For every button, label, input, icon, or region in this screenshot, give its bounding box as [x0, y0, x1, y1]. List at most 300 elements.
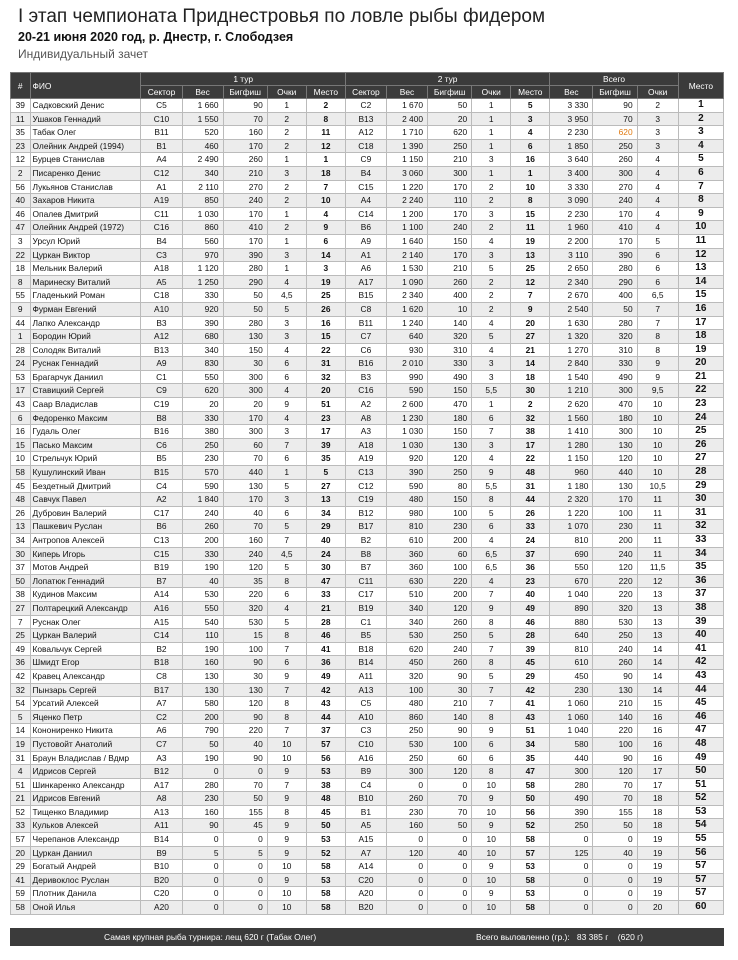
cell-r1-sector: A1: [141, 180, 182, 194]
cell-r1-weight: 460: [182, 139, 223, 153]
cell-name: Ушаков Геннадий: [30, 112, 141, 126]
page-header: [18, 6, 545, 63]
cell-r1-bigfish: 410: [223, 221, 267, 235]
cell-num: 2: [11, 166, 31, 180]
cell-name: Урсул Юрий: [30, 234, 141, 248]
cell-r2-bigfish: 180: [428, 411, 472, 425]
cell-r2-points: 1: [472, 139, 511, 153]
cell-r2-weight: 1 230: [386, 411, 427, 425]
cell-r1-points: 6: [267, 656, 306, 670]
cell-r2-bigfish: 210: [428, 262, 472, 276]
cell-r2-place: 17: [511, 438, 550, 452]
cell-name: Ставицкий Сергей: [30, 384, 141, 398]
cell-r1-bigfish: 70: [223, 452, 267, 466]
cell-r1-place: 2: [306, 99, 345, 113]
cell-r1-weight: 250: [182, 438, 223, 452]
header-round-place: Место: [511, 86, 550, 99]
cell-r1-sector: C20: [141, 887, 182, 901]
cell-r2-bigfish: 0: [428, 887, 472, 901]
cell-total-points: 13: [637, 588, 678, 602]
cell-r2-weight: 390: [386, 466, 427, 480]
cell-total-points: 18: [637, 819, 678, 833]
cell-num: 48: [11, 493, 31, 507]
cell-r2-sector: C18: [345, 139, 386, 153]
table-row: [11, 316, 724, 330]
cell-r1-points: 1: [267, 466, 306, 480]
cell-num: 27: [11, 601, 31, 615]
cell-total-bigfish: 240: [593, 194, 637, 208]
cell-r2-bigfish: 0: [428, 901, 472, 915]
cell-r1-bigfish: 0: [223, 887, 267, 901]
cell-r1-sector: A2: [141, 493, 182, 507]
cell-total-weight: 1 280: [550, 438, 593, 452]
cell-r1-sector: B5: [141, 452, 182, 466]
cell-r2-sector: B9: [345, 765, 386, 779]
cell-r2-weight: 2 600: [386, 398, 427, 412]
cell-total-points: 6: [637, 248, 678, 262]
cell-r2-weight: 1 710: [386, 126, 427, 140]
cell-r1-weight: 860: [182, 221, 223, 235]
cell-r2-bigfish: 100: [428, 561, 472, 575]
cell-r2-place: 40: [511, 588, 550, 602]
cell-final-place: 57: [678, 887, 723, 901]
cell-total-bigfish: 50: [593, 819, 637, 833]
table-row: [11, 710, 724, 724]
cell-r1-points: 5: [267, 520, 306, 534]
cell-r2-bigfish: 150: [428, 234, 472, 248]
cell-r1-points: 5: [267, 479, 306, 493]
cell-total-bigfish: 250: [593, 629, 637, 643]
cell-r2-bigfish: 150: [428, 425, 472, 439]
cell-r1-sector: A20: [141, 901, 182, 915]
biggest-fish-note: Самая крупная рыба турнира: лещ 620 г (Табак Олег): [104, 932, 317, 942]
cell-r2-bigfish: 0: [428, 778, 472, 792]
cell-total-bigfish: 490: [593, 370, 637, 384]
cell-total-points: 17: [637, 765, 678, 779]
header-bigfish: Бигфиш: [428, 86, 472, 99]
cell-r2-weight: 590: [386, 479, 427, 493]
cell-r2-place: 11: [511, 221, 550, 235]
cell-total-points: 3: [637, 139, 678, 153]
cell-r2-sector: B15: [345, 289, 386, 303]
cell-name: Цуркан Даниил: [30, 846, 141, 860]
cell-final-place: 22: [678, 384, 723, 398]
cell-r2-weight: 1 200: [386, 207, 427, 221]
cell-r1-points: 3: [267, 166, 306, 180]
cell-r2-weight: 1 640: [386, 234, 427, 248]
cell-r2-bigfish: 90: [428, 669, 472, 683]
cell-r2-bigfish: 50: [428, 99, 472, 113]
table-row: [11, 248, 724, 262]
cell-name: Браун Владислав / Вдмр: [30, 751, 141, 765]
cell-r1-weight: 200: [182, 710, 223, 724]
cell-total-weight: 1 040: [550, 724, 593, 738]
cell-r1-sector: A17: [141, 778, 182, 792]
cell-total-bigfish: 90: [593, 99, 637, 113]
cell-r2-points: 7: [472, 697, 511, 711]
cell-r2-weight: 1 530: [386, 262, 427, 276]
cell-r1-points: 2: [267, 194, 306, 208]
cell-num: 53: [11, 370, 31, 384]
cell-r2-bigfish: 30: [428, 683, 472, 697]
cell-r2-weight: 360: [386, 561, 427, 575]
cell-r1-place: 53: [306, 873, 345, 887]
total-catch-label: Всего выловленно (гр.):: [476, 932, 570, 942]
cell-total-weight: 1 210: [550, 384, 593, 398]
cell-r2-points: 4: [472, 234, 511, 248]
cell-num: 35: [11, 126, 31, 140]
table-row: [11, 642, 724, 656]
cell-total-points: 15: [637, 697, 678, 711]
cell-r2-place: 56: [511, 805, 550, 819]
cell-total-weight: 1 410: [550, 425, 593, 439]
cell-r1-bigfish: 300: [223, 370, 267, 384]
cell-total-weight: 1 850: [550, 139, 593, 153]
cell-r2-sector: C1: [345, 615, 386, 629]
cell-total-points: 6,5: [637, 289, 678, 303]
cell-total-weight: 670: [550, 574, 593, 588]
cell-r2-place: 52: [511, 819, 550, 833]
cell-total-points: 5: [637, 234, 678, 248]
cell-total-weight: 890: [550, 601, 593, 615]
cell-r2-place: 47: [511, 765, 550, 779]
cell-r2-sector: A7: [345, 846, 386, 860]
cell-total-weight: 3 330: [550, 180, 593, 194]
cell-name: Олейник Андрей (1994): [30, 139, 141, 153]
cell-r1-points: 6: [267, 357, 306, 371]
cell-r2-place: 51: [511, 724, 550, 738]
cell-total-points: 6: [637, 262, 678, 276]
cell-total-weight: 3 950: [550, 112, 593, 126]
cell-r2-place: 48: [511, 466, 550, 480]
cell-r1-bigfish: 130: [223, 479, 267, 493]
cell-r1-weight: 190: [182, 561, 223, 575]
cell-r1-bigfish: 20: [223, 398, 267, 412]
cell-r1-weight: 1 250: [182, 275, 223, 289]
cell-r2-place: 41: [511, 697, 550, 711]
cell-num: 31: [11, 751, 31, 765]
cell-r1-weight: 50: [182, 737, 223, 751]
cell-r1-sector: C2: [141, 710, 182, 724]
cell-r1-place: 42: [306, 683, 345, 697]
cell-r2-weight: 0: [386, 887, 427, 901]
cell-total-bigfish: 280: [593, 262, 637, 276]
cell-total-bigfish: 100: [593, 506, 637, 520]
cell-r2-weight: 3 060: [386, 166, 427, 180]
cell-total-points: 9: [637, 357, 678, 371]
cell-r2-weight: 2 010: [386, 357, 427, 371]
cell-name: Плотник Данила: [30, 887, 141, 901]
cell-r2-place: 58: [511, 873, 550, 887]
cell-r2-sector: C14: [345, 207, 386, 221]
cell-r1-sector: B3: [141, 316, 182, 330]
cell-r2-place: 26: [511, 506, 550, 520]
cell-r1-place: 44: [306, 710, 345, 724]
cell-r1-points: 6: [267, 588, 306, 602]
cell-r1-sector: B13: [141, 343, 182, 357]
cell-total-points: 10: [637, 398, 678, 412]
cell-r2-place: 58: [511, 833, 550, 847]
cell-r1-weight: 0: [182, 833, 223, 847]
table-row: [11, 656, 724, 670]
cell-total-bigfish: 260: [593, 153, 637, 167]
cell-total-bigfish: 170: [593, 493, 637, 507]
cell-r2-place: 19: [511, 234, 550, 248]
cell-r1-place: 47: [306, 574, 345, 588]
cell-r2-weight: 480: [386, 493, 427, 507]
cell-total-points: 14: [637, 656, 678, 670]
cell-r2-sector: A4: [345, 194, 386, 208]
cell-r2-bigfish: 170: [428, 180, 472, 194]
cell-r2-weight: 1 620: [386, 302, 427, 316]
cell-total-weight: 490: [550, 792, 593, 806]
cell-name: Дубровин Валерий: [30, 506, 141, 520]
cell-r2-points: 2: [472, 221, 511, 235]
cell-r2-sector: B8: [345, 547, 386, 561]
cell-r1-place: 6: [306, 234, 345, 248]
cell-total-weight: 2 670: [550, 289, 593, 303]
cell-r1-sector: B16: [141, 425, 182, 439]
cell-r1-sector: C3: [141, 248, 182, 262]
cell-name: Цуркан Валерий: [30, 629, 141, 643]
cell-total-bigfish: 320: [593, 601, 637, 615]
cell-final-place: 15: [678, 289, 723, 303]
table-row: [11, 411, 724, 425]
table-row: [11, 370, 724, 384]
cell-total-weight: 1 060: [550, 710, 593, 724]
table-row: [11, 330, 724, 344]
cell-total-weight: 280: [550, 778, 593, 792]
cell-total-weight: 230: [550, 683, 593, 697]
cell-r2-bigfish: 100: [428, 737, 472, 751]
cell-r1-points: 8: [267, 629, 306, 643]
cell-final-place: 44: [678, 683, 723, 697]
cell-r1-points: 7: [267, 642, 306, 656]
cell-total-weight: 690: [550, 547, 593, 561]
cell-r2-sector: A19: [345, 452, 386, 466]
cell-name: Антропов Алексей: [30, 534, 141, 548]
cell-r1-bigfish: 30: [223, 357, 267, 371]
cell-r2-sector: A18: [345, 438, 386, 452]
cell-r2-place: 8: [511, 194, 550, 208]
cell-total-weight: 640: [550, 629, 593, 643]
cell-r1-place: 4: [306, 207, 345, 221]
cell-r1-place: 39: [306, 438, 345, 452]
cell-r2-weight: 920: [386, 452, 427, 466]
cell-r2-sector: C4: [345, 778, 386, 792]
cell-r1-weight: 330: [182, 411, 223, 425]
cell-total-bigfish: 50: [593, 302, 637, 316]
cell-r2-points: 3: [472, 357, 511, 371]
cell-r1-points: 7: [267, 683, 306, 697]
cell-total-weight: 2 620: [550, 398, 593, 412]
cell-r1-place: 32: [306, 370, 345, 384]
cell-r2-sector: C15: [345, 180, 386, 194]
cell-r2-points: 6,5: [472, 547, 511, 561]
cell-total-weight: 610: [550, 656, 593, 670]
cell-r2-place: 21: [511, 343, 550, 357]
cell-r2-weight: 0: [386, 833, 427, 847]
cell-total-bigfish: 220: [593, 588, 637, 602]
table-row: [11, 479, 724, 493]
cell-r2-bigfish: 70: [428, 805, 472, 819]
cell-total-bigfish: 130: [593, 479, 637, 493]
cell-total-points: 6: [637, 275, 678, 289]
cell-r2-bigfish: 260: [428, 615, 472, 629]
cell-r1-place: 17: [306, 425, 345, 439]
cell-r1-points: 3: [267, 248, 306, 262]
cell-r1-sector: A15: [141, 615, 182, 629]
cell-r2-points: 5,5: [472, 479, 511, 493]
cell-r2-weight: 250: [386, 751, 427, 765]
cell-r1-points: 2: [267, 221, 306, 235]
cell-final-place: 42: [678, 656, 723, 670]
cell-r1-bigfish: 170: [223, 493, 267, 507]
cell-r1-bigfish: 70: [223, 112, 267, 126]
cell-r1-points: 6: [267, 506, 306, 520]
cell-r1-weight: 20: [182, 398, 223, 412]
cell-final-place: 36: [678, 574, 723, 588]
cell-r2-weight: 120: [386, 846, 427, 860]
cell-name: Гладенький Роман: [30, 289, 141, 303]
cell-total-weight: 2 540: [550, 302, 593, 316]
cell-num: 47: [11, 221, 31, 235]
cell-r1-place: 22: [306, 343, 345, 357]
cell-r1-place: 46: [306, 629, 345, 643]
table-row: [11, 574, 724, 588]
cell-r1-place: 41: [306, 642, 345, 656]
cell-r1-bigfish: 15: [223, 629, 267, 643]
cell-r1-sector: B8: [141, 411, 182, 425]
cell-total-bigfish: 0: [593, 887, 637, 901]
cell-r1-bigfish: 50: [223, 289, 267, 303]
cell-name: Лукьянов Станислав: [30, 180, 141, 194]
cell-r2-points: 9: [472, 887, 511, 901]
cell-r1-bigfish: 160: [223, 126, 267, 140]
table-row: [11, 112, 724, 126]
cell-r1-sector: A18: [141, 262, 182, 276]
cell-total-weight: 810: [550, 534, 593, 548]
table-row: [11, 737, 724, 751]
cell-r1-bigfish: 390: [223, 248, 267, 262]
cell-r2-points: 5: [472, 262, 511, 276]
cell-r1-points: 4: [267, 601, 306, 615]
cell-r2-weight: 0: [386, 901, 427, 915]
cell-total-points: 19: [637, 860, 678, 874]
cell-final-place: 53: [678, 805, 723, 819]
cell-name: Цуркан Виктор: [30, 248, 141, 262]
cell-r1-place: 26: [306, 302, 345, 316]
cell-r2-points: 10: [472, 778, 511, 792]
cell-num: 36: [11, 656, 31, 670]
cell-r2-weight: 340: [386, 615, 427, 629]
cell-r2-sector: B3: [345, 370, 386, 384]
cell-r1-points: 9: [267, 819, 306, 833]
cell-total-weight: 450: [550, 669, 593, 683]
cell-r2-weight: 2 240: [386, 194, 427, 208]
cell-r2-points: 10: [472, 873, 511, 887]
cell-r2-sector: C16: [345, 384, 386, 398]
cell-r1-sector: B17: [141, 683, 182, 697]
cell-r2-points: 9: [472, 819, 511, 833]
cell-r1-bigfish: 30: [223, 669, 267, 683]
table-row: [11, 289, 724, 303]
cell-r2-points: 5: [472, 330, 511, 344]
cell-total-weight: 3 090: [550, 194, 593, 208]
cell-r2-place: 18: [511, 370, 550, 384]
cell-r1-place: 19: [306, 275, 345, 289]
cell-r1-place: 31: [306, 357, 345, 371]
cell-r2-sector: B12: [345, 506, 386, 520]
cell-r1-sector: B4: [141, 234, 182, 248]
cell-total-weight: 300: [550, 765, 593, 779]
cell-r2-place: 30: [511, 384, 550, 398]
cell-final-place: 9: [678, 207, 723, 221]
cell-r1-place: 18: [306, 166, 345, 180]
cell-r1-place: 5: [306, 466, 345, 480]
cell-r1-place: 29: [306, 520, 345, 534]
cell-r2-points: 10: [472, 846, 511, 860]
cell-r2-points: 2: [472, 289, 511, 303]
table-row: [11, 833, 724, 847]
cell-total-points: 8: [637, 330, 678, 344]
cell-r1-sector: C5: [141, 99, 182, 113]
cell-total-points: 4: [637, 221, 678, 235]
cell-r1-place: 28: [306, 615, 345, 629]
cell-r1-place: 35: [306, 452, 345, 466]
cell-r2-weight: 530: [386, 737, 427, 751]
header-round-place: Место: [306, 86, 345, 99]
cell-r2-bigfish: 150: [428, 384, 472, 398]
table-row: [11, 588, 724, 602]
cell-r2-points: 2: [472, 302, 511, 316]
cell-num: 9: [11, 302, 31, 316]
cell-r2-points: 3: [472, 248, 511, 262]
cell-r1-weight: 0: [182, 860, 223, 874]
cell-name: Кушулинский Иван: [30, 466, 141, 480]
cell-r1-place: 10: [306, 194, 345, 208]
cell-r2-place: 38: [511, 425, 550, 439]
cell-r1-bigfish: 240: [223, 194, 267, 208]
cell-r1-weight: 1 840: [182, 493, 223, 507]
cell-r1-bigfish: 290: [223, 275, 267, 289]
cell-r2-place: 23: [511, 574, 550, 588]
cell-r1-sector: C17: [141, 506, 182, 520]
cell-r1-place: 15: [306, 330, 345, 344]
cell-r1-place: 1: [306, 153, 345, 167]
cell-r2-points: 10: [472, 805, 511, 819]
cell-final-place: 14: [678, 275, 723, 289]
cell-name: Захаров Никита: [30, 194, 141, 208]
header-place: Место: [678, 73, 723, 99]
cell-r1-points: 4: [267, 275, 306, 289]
cell-total-points: 7: [637, 302, 678, 316]
cell-r2-weight: 260: [386, 792, 427, 806]
cell-r1-place: 8: [306, 112, 345, 126]
cell-name: Идрисов Сергей: [30, 765, 141, 779]
cell-total-weight: 0: [550, 833, 593, 847]
cell-total-bigfish: 90: [593, 669, 637, 683]
cell-r1-place: 25: [306, 289, 345, 303]
cell-r2-bigfish: 140: [428, 710, 472, 724]
cell-r2-weight: 1 240: [386, 316, 427, 330]
cell-num: 26: [11, 506, 31, 520]
cell-r1-sector: A14: [141, 588, 182, 602]
cell-name: Урсатий Алексей: [30, 697, 141, 711]
cell-r2-place: 58: [511, 901, 550, 915]
cell-num: 17: [11, 384, 31, 398]
cell-r1-place: 14: [306, 248, 345, 262]
